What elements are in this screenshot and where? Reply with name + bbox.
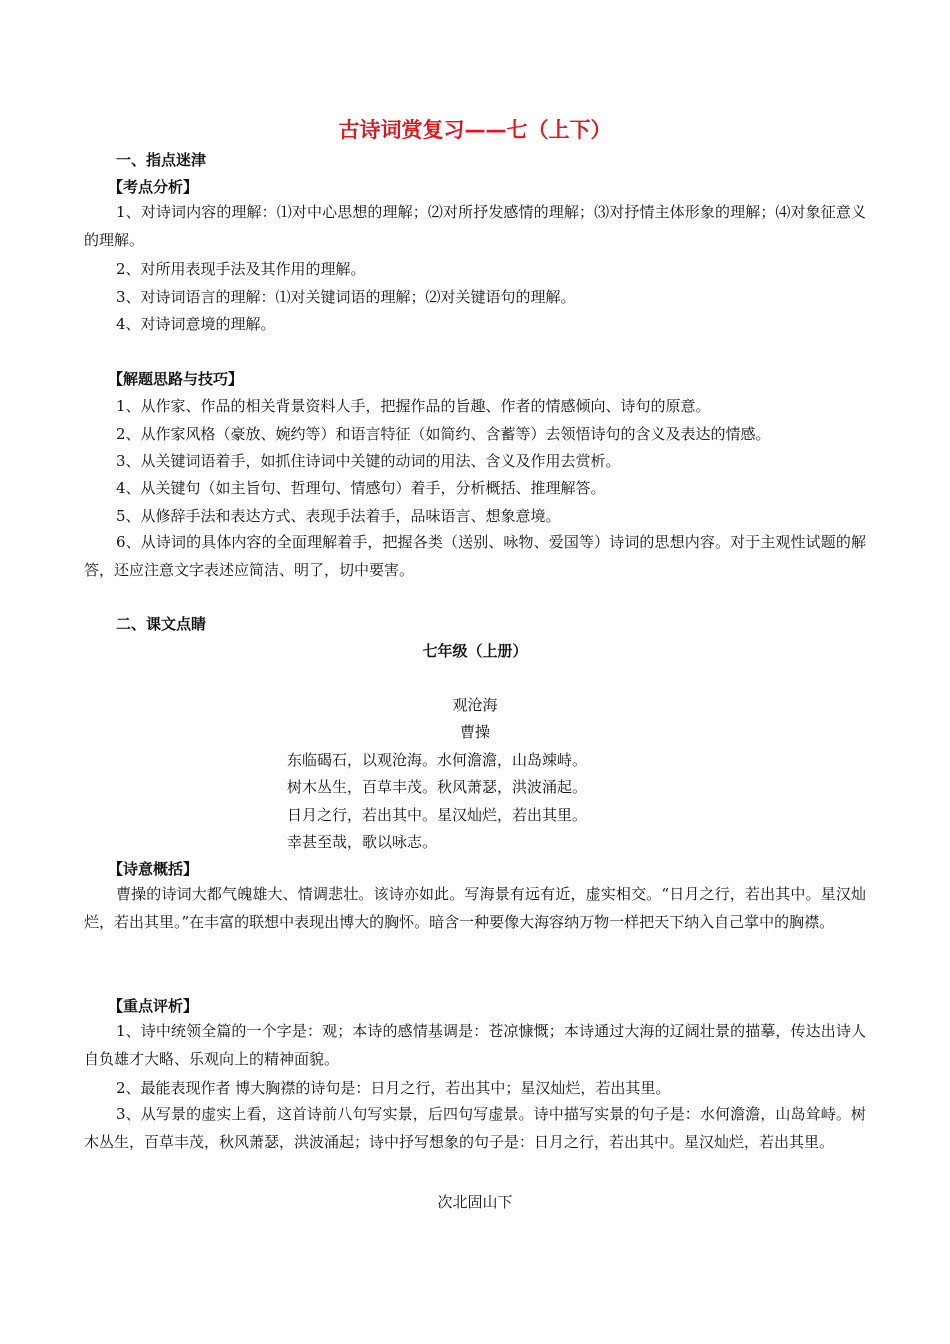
section-heading-1: 一、指点迷津 (116, 151, 207, 169)
shiyi-paragraph: 曹操的诗词大都气魄雄大、情调悲壮。该诗亦如此。写海景有远有近，虚实相交。“日月之行，若出其中。星汉灿烂，若出其里。”在丰富的联想中表现出博大的胸怀。暗含一种要像大海容纳万物一样把天下纳入自己掌中的胸襟。 (84, 885, 866, 931)
jieti-item-5: 5、从修辞手法和表达方式、表现手法着手，品味语言、想象意境。 (116, 507, 561, 525)
poem-line-2: 树木丛生，百草丰茂。秋风萧瑟，洪波涌起。 (287, 778, 588, 796)
subheading-jieti: 【解题思路与技巧】 (108, 370, 244, 388)
poem-line-4: 幸甚至哉，歌以咏志。 (287, 833, 438, 851)
subheading-zhongdian: 【重点评析】 (108, 997, 199, 1015)
next-poem-title: 次北固山下 (437, 1193, 513, 1211)
poem-author: 曹操 (459, 723, 490, 741)
jieti-item-4: 4、从关键句（如主旨句、哲理句、情感句）着手，分析概括、推理解答。 (116, 479, 606, 497)
zhongdian-item-2: 2、最能表现作者 博大胸襟的诗句是：日月之行，若出其中；星汉灿烂，若出其里。 (116, 1079, 671, 1097)
kaodian-item-3: 3、对诗词语言的理解：⑴对关键词语的理解；⑵对关键语句的理解。 (116, 288, 576, 306)
poem-title: 观沧海 (452, 696, 498, 714)
subheading-shiyi: 【诗意概括】 (108, 860, 199, 878)
jieti-item-2: 2、从作家风格（豪放、婉约等）和语言特征（如简约、含蓄等）去领悟诗句的含义及表达的情感。 (116, 425, 771, 443)
page-title: 古诗词赏复习——七（上下） (338, 118, 612, 142)
jieti-item-3: 3、从关键词语着手，如抓住诗词中关键的动词的用法、含义及作用去赏析。 (116, 452, 621, 470)
zhongdian-item-3: 3、从写景的虚实上看，这首诗前八句写实景，后四句写虚景。诗中描写实景的句子是：水何澹澹，山岛耸峙。树木丛生，百草丰茂，秋风萧瑟，洪波涌起；诗中抒写想象的句子是：日月之行，若出其中。星汉灿烂，若出其里。 (84, 1105, 866, 1151)
poem-line-1: 东临碣石，以观沧海。水何澹澹，山岛竦峙。 (287, 751, 588, 769)
jieti-item-1: 1、从作家、作品的相关背景资料人手，把握作品的旨趣、作者的情感倾向、诗句的原意。 (116, 397, 711, 415)
kaodian-item-1: 1、对诗词内容的理解：⑴对中心思想的理解；⑵对所抒发感情的理解；⑶对抒情主体形象的理解；⑷对象征意义的理解。 (84, 203, 866, 249)
jieti-item-6: 6、从诗词的具体内容的全面理解着手，把握各类（送别、咏物、爱国等）诗词的思想内容。对于主观性试题的解答，还应注意文字表述应简洁、明了，切中要害。 (84, 533, 866, 579)
subheading-kaodian: 【考点分析】 (108, 178, 199, 196)
section-heading-2: 二、课文点睛 (116, 615, 207, 633)
kaodian-item-4: 4、对诗词意境的理解。 (116, 315, 276, 333)
kaodian-item-2: 2、对所用表现手法及其作用的理解。 (116, 260, 366, 278)
poem-line-3: 日月之行，若出其中。星汉灿烂，若出其里。 (287, 806, 588, 824)
grade-heading: 七年级（上册） (422, 642, 528, 660)
zhongdian-item-1: 1、诗中统领全篇的一个字是：观；本诗的感情基调是：苍凉慷慨；本诗通过大海的辽阔壮景的描摹，传达出诗人自负雄才大略、乐观向上的精神面貌。 (84, 1022, 866, 1068)
